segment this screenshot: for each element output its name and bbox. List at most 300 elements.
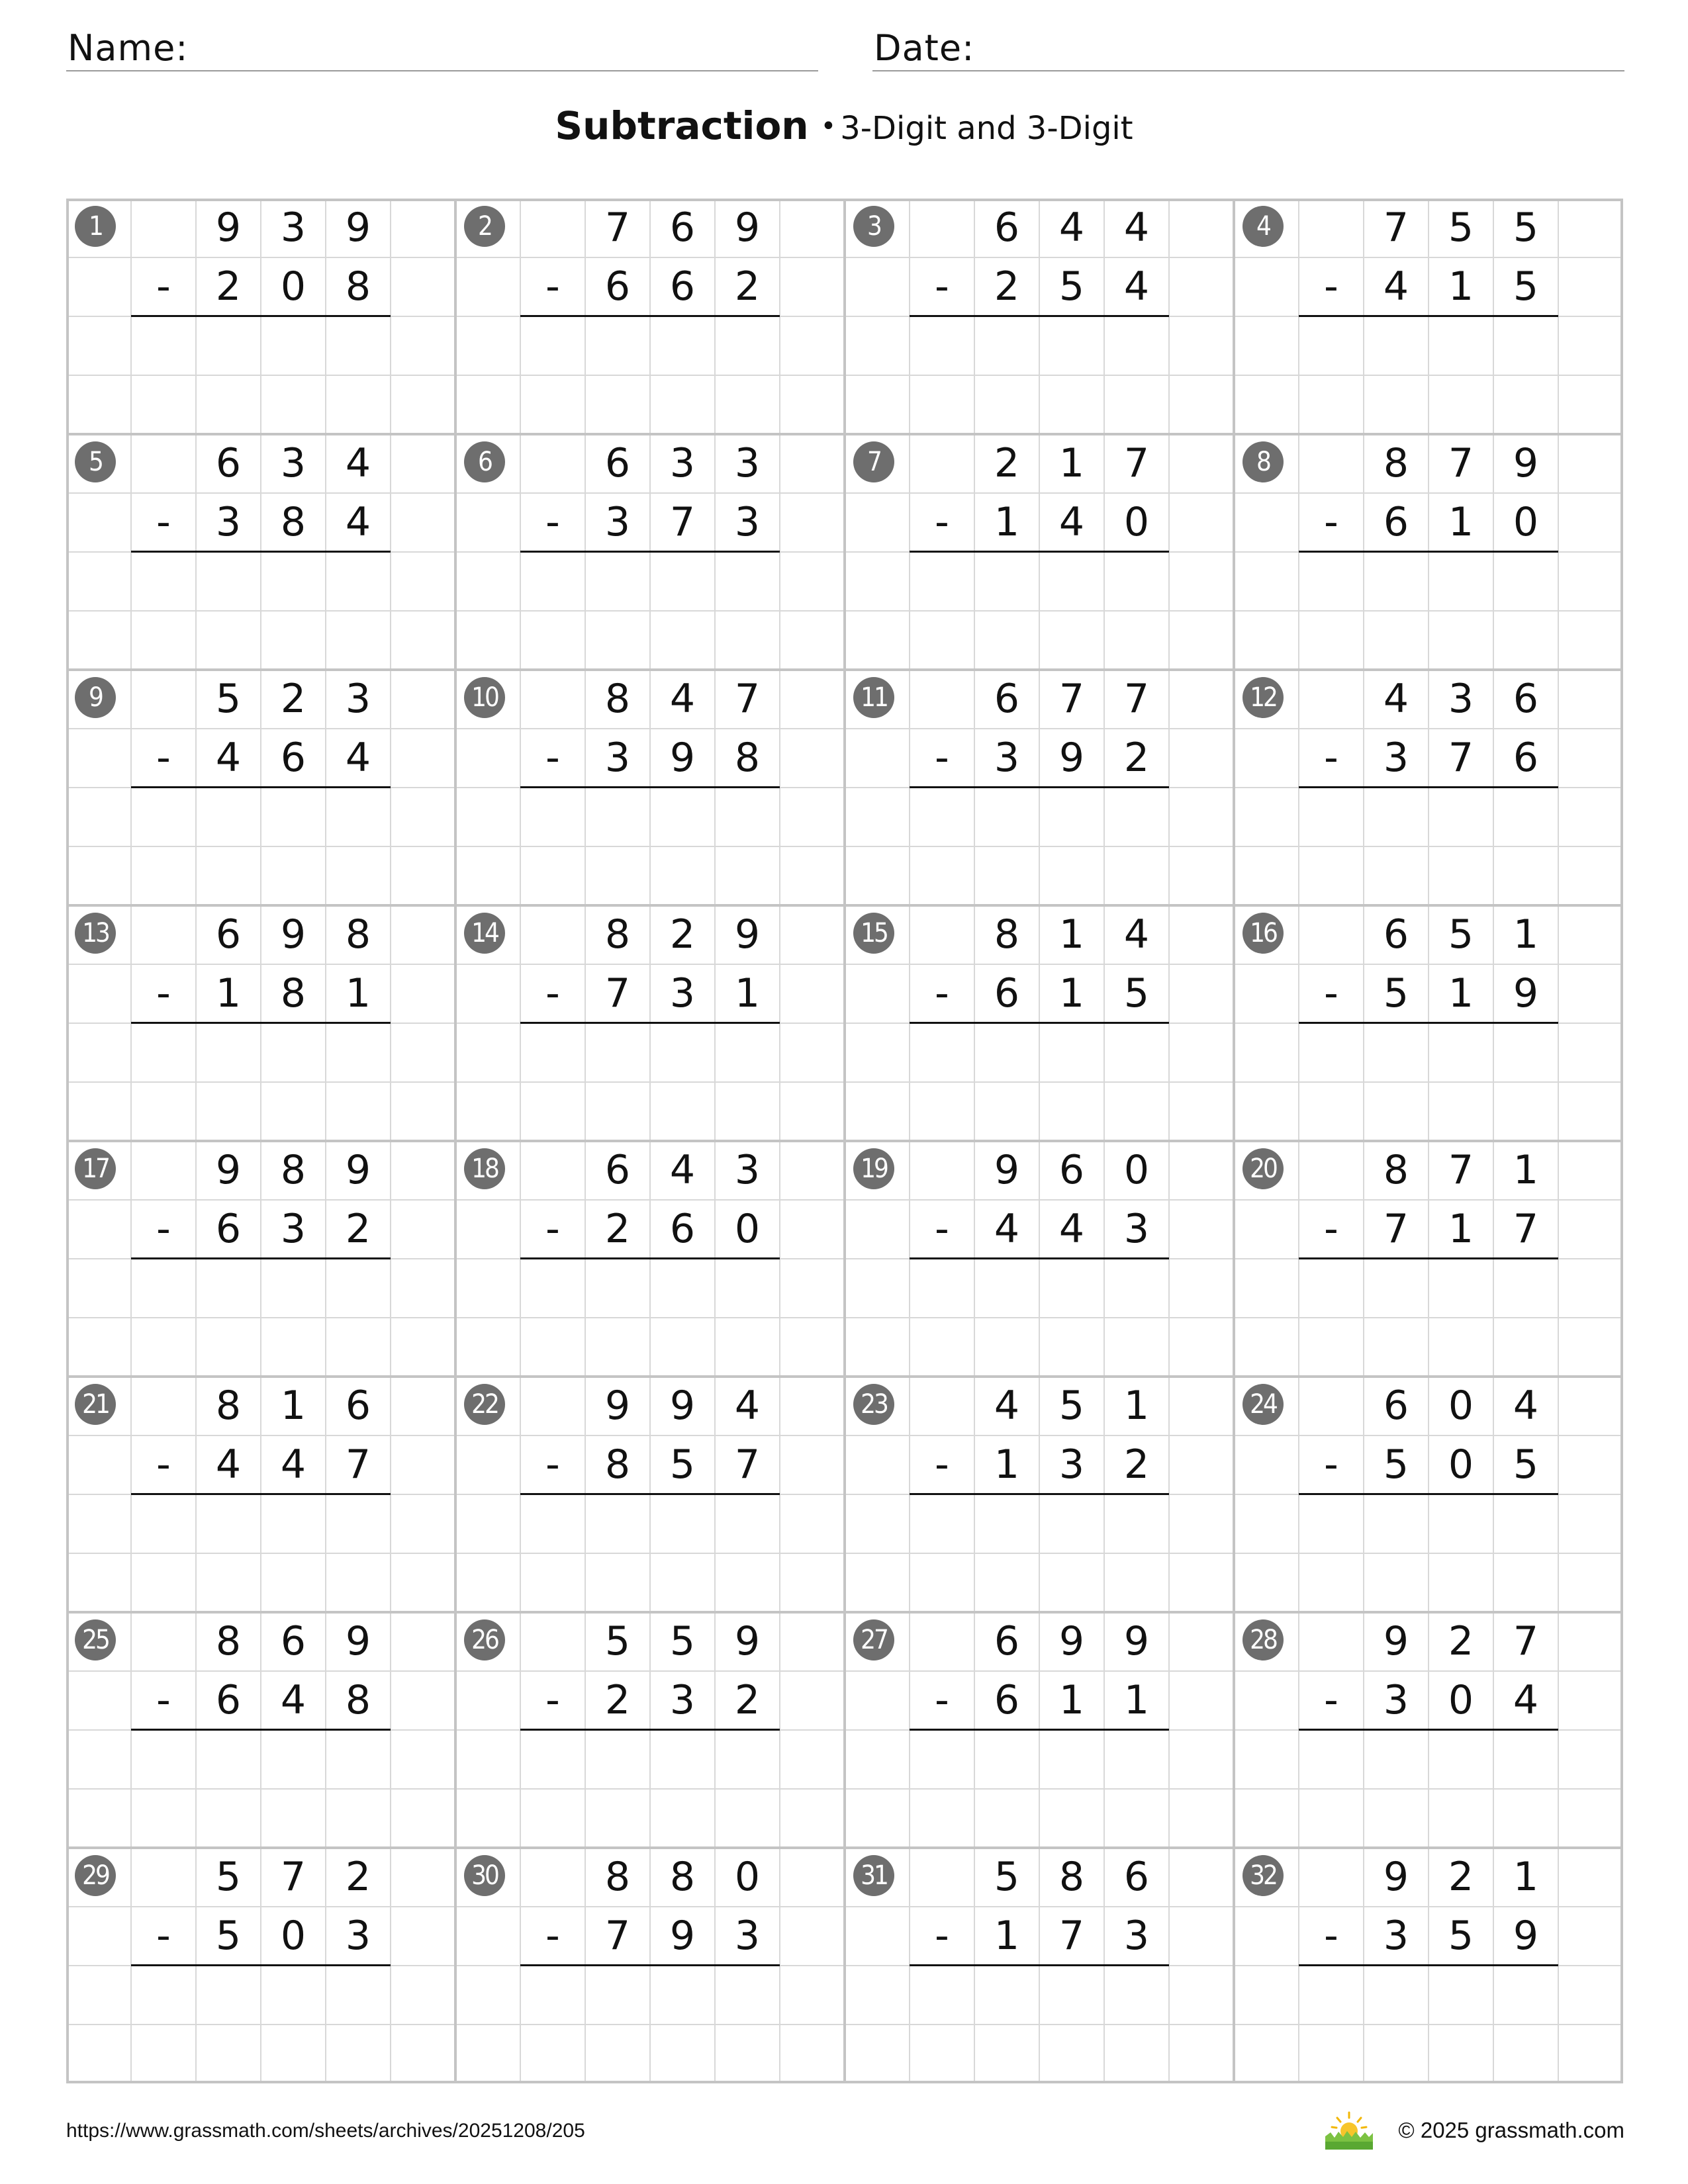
minus-sign: -	[1324, 1441, 1338, 1488]
answer-line	[1299, 1729, 1558, 1731]
problem-number-badge: 31	[853, 1855, 894, 1896]
subtrahend-digit: 0	[1448, 1677, 1474, 1723]
minus-sign: -	[935, 970, 949, 1017]
answer-line	[131, 551, 391, 553]
problem-number-badge: 20	[1243, 1148, 1284, 1189]
minuend-digit: 5	[215, 676, 242, 722]
minuend-digit: 2	[280, 676, 306, 722]
minuend-digit: 4	[1383, 676, 1409, 722]
problem-number-badge: 19	[853, 1148, 894, 1189]
problem	[845, 905, 1234, 1141]
minuend-digit: 3	[669, 440, 696, 486]
minuend-digit: 6	[994, 1618, 1020, 1664]
subtrahend-digit: 2	[604, 1206, 631, 1252]
subtrahend-digit: 2	[604, 1677, 631, 1723]
answer-line	[131, 1022, 391, 1024]
answer-line	[1299, 1493, 1558, 1495]
minuend-digit: 9	[734, 911, 761, 958]
answer-line	[131, 1729, 391, 1731]
subtrahend-digit: 4	[1058, 1206, 1085, 1252]
minuend-digit: 7	[604, 205, 631, 251]
problem-number-badge: 8	[1243, 441, 1284, 482]
minuend-digit: 9	[1058, 1618, 1085, 1664]
problem	[66, 1612, 455, 1848]
minus-sign: -	[545, 1441, 560, 1488]
subtrahend-digit: 6	[1513, 735, 1539, 781]
subtrahend-digit: 4	[1513, 1677, 1539, 1723]
subtrahend-digit: 1	[1058, 1677, 1085, 1723]
answer-line	[910, 1493, 1169, 1495]
minus-sign: -	[545, 1913, 560, 1959]
subtrahend-digit: 9	[1513, 1913, 1539, 1959]
minuend-digit: 9	[215, 1147, 242, 1193]
problem-number-badge: 12	[1243, 677, 1284, 718]
minuend-digit: 2	[669, 911, 696, 958]
problem	[845, 1377, 1234, 1612]
answer-line	[520, 1257, 780, 1259]
minus-sign: -	[935, 1441, 949, 1488]
subtrahend-digit: 7	[1383, 1206, 1409, 1252]
problem-number-badge: 25	[75, 1619, 116, 1661]
minuend-digit: 2	[994, 440, 1020, 486]
answer-line	[520, 1493, 780, 1495]
minuend-digit: 5	[1513, 205, 1539, 251]
subtrahend-digit: 7	[669, 499, 696, 545]
minuend-digit: 8	[1383, 1147, 1409, 1193]
problem	[455, 905, 845, 1141]
minus-sign: -	[545, 499, 560, 545]
subtrahend-digit: 3	[1123, 1206, 1150, 1252]
problem-number-badge: 24	[1243, 1384, 1284, 1425]
minuend-digit: 4	[669, 676, 696, 722]
minuend-digit: 8	[345, 911, 371, 958]
subtrahend-digit: 8	[345, 263, 371, 310]
minuend-digit: 9	[1383, 1618, 1409, 1664]
minuend-digit: 4	[345, 440, 371, 486]
minus-sign: -	[935, 499, 949, 545]
name-label: Name:	[68, 27, 189, 69]
worksheet-title	[0, 103, 1688, 148]
subtrahend-digit: 6	[669, 263, 696, 310]
minuend-digit: 1	[1058, 440, 1085, 486]
problem-number-badge: 28	[1243, 1619, 1284, 1661]
subtrahend-digit: 3	[345, 1913, 371, 1959]
subtrahend-digit: 3	[734, 1913, 761, 1959]
subtrahend-digit: 5	[669, 1441, 696, 1488]
problem	[1234, 1612, 1623, 1848]
problem-number-badge: 11	[853, 677, 894, 718]
minuend-digit: 4	[1058, 205, 1085, 251]
subtrahend-digit: 9	[669, 1913, 696, 1959]
subtrahend-digit: 5	[1513, 1441, 1539, 1488]
minuend-digit: 9	[669, 1383, 696, 1429]
minus-sign: -	[1324, 735, 1338, 781]
problem	[66, 905, 455, 1141]
answer-line	[131, 1257, 391, 1259]
subtrahend-digit: 6	[215, 1677, 242, 1723]
problem-number-badge: 32	[1243, 1855, 1284, 1896]
subtrahend-digit: 0	[1513, 499, 1539, 545]
answer-line	[1299, 1022, 1558, 1024]
minuend-digit: 8	[669, 1854, 696, 1900]
subtrahend-digit: 8	[345, 1677, 371, 1723]
problem-number-badge: 17	[75, 1148, 116, 1189]
subtrahend-digit: 6	[1383, 499, 1409, 545]
answer-line	[520, 1729, 780, 1731]
subtrahend-digit: 2	[345, 1206, 371, 1252]
minuend-digit: 0	[734, 1854, 761, 1900]
subtrahend-digit: 1	[1123, 1677, 1150, 1723]
problem	[1234, 434, 1623, 670]
subtrahend-digit: 7	[1513, 1206, 1539, 1252]
subtrahend-digit: 4	[994, 1206, 1020, 1252]
subtrahend-digit: 1	[994, 499, 1020, 545]
problem-number-badge: 6	[464, 441, 505, 482]
problem-number-badge: 30	[464, 1855, 505, 1896]
minuend-digit: 4	[734, 1383, 761, 1429]
subtrahend-digit: 5	[1123, 970, 1150, 1017]
minuend-digit: 5	[215, 1854, 242, 1900]
minus-sign: -	[156, 735, 171, 781]
minuend-digit: 9	[345, 1618, 371, 1664]
subtrahend-digit: 5	[1058, 263, 1085, 310]
subtrahend-digit: 1	[994, 1441, 1020, 1488]
problem	[66, 434, 455, 670]
title-main: Subtraction	[555, 103, 809, 148]
subtrahend-digit: 5	[1513, 263, 1539, 310]
subtrahend-digit: 3	[669, 970, 696, 1017]
subtrahend-digit: 4	[215, 1441, 242, 1488]
answer-line	[520, 1964, 780, 1966]
minuend-digit: 3	[280, 440, 306, 486]
minus-sign: -	[545, 970, 560, 1017]
problem	[845, 434, 1234, 670]
grass-sun-logo-icon	[1325, 2110, 1373, 2150]
minuend-digit: 4	[1513, 1383, 1539, 1429]
subtrahend-digit: 3	[734, 499, 761, 545]
subtrahend-digit: 8	[280, 499, 306, 545]
subtrahend-digit: 3	[1383, 735, 1409, 781]
minus-sign: -	[935, 1913, 949, 1959]
minuend-digit: 3	[734, 1147, 761, 1193]
subtrahend-digit: 6	[669, 1206, 696, 1252]
minuend-digit: 9	[994, 1147, 1020, 1193]
answer-line	[910, 1964, 1169, 1966]
minuend-digit: 6	[669, 205, 696, 251]
minuend-digit: 5	[1448, 205, 1474, 251]
minus-sign: -	[545, 1677, 560, 1723]
problem	[66, 670, 455, 905]
problem	[66, 1377, 455, 1612]
title-separator: •	[820, 111, 837, 142]
problem	[845, 1141, 1234, 1377]
minuend-digit: 2	[345, 1854, 371, 1900]
answer-line	[910, 786, 1169, 788]
minus-sign: -	[1324, 1206, 1338, 1252]
minuend-digit: 5	[604, 1618, 631, 1664]
subtrahend-digit: 4	[1058, 499, 1085, 545]
minuend-digit: 8	[1058, 1854, 1085, 1900]
subtrahend-digit: 4	[1123, 263, 1150, 310]
subtrahend-digit: 2	[1123, 735, 1150, 781]
minus-sign: -	[1324, 499, 1338, 545]
answer-line	[1299, 1257, 1558, 1259]
minuend-digit: 5	[994, 1854, 1020, 1900]
minuend-digit: 8	[280, 1147, 306, 1193]
problem	[66, 1141, 455, 1377]
subtrahend-digit: 4	[215, 735, 242, 781]
subtrahend-digit: 3	[604, 499, 631, 545]
subtrahend-digit: 4	[345, 735, 371, 781]
minuend-digit: 6	[1123, 1854, 1150, 1900]
minuend-digit: 0	[1448, 1383, 1474, 1429]
subtrahend-digit: 1	[1448, 970, 1474, 1017]
minuend-digit: 6	[994, 205, 1020, 251]
subtrahend-digit: 2	[734, 263, 761, 310]
subtrahend-digit: 3	[1123, 1913, 1150, 1959]
subtrahend-digit: 7	[604, 970, 631, 1017]
problem-number-badge: 16	[1243, 913, 1284, 954]
answer-line	[910, 1729, 1169, 1731]
minuend-digit: 5	[1058, 1383, 1085, 1429]
problem	[66, 199, 455, 434]
minuend-digit: 9	[734, 1618, 761, 1664]
problem	[845, 1848, 1234, 2083]
problem	[1234, 199, 1623, 434]
minuend-digit: 4	[669, 1147, 696, 1193]
subtrahend-digit: 4	[280, 1677, 306, 1723]
minuend-digit: 9	[734, 205, 761, 251]
subtrahend-digit: 6	[994, 1677, 1020, 1723]
minuend-digit: 0	[1123, 1147, 1150, 1193]
minuend-digit: 3	[280, 205, 306, 251]
subtrahend-digit: 5	[1383, 1441, 1409, 1488]
minuend-digit: 6	[1513, 676, 1539, 722]
minus-sign: -	[1324, 263, 1338, 310]
subtrahend-digit: 5	[1448, 1913, 1474, 1959]
subtrahend-digit: 7	[1058, 1913, 1085, 1959]
minuend-digit: 8	[1383, 440, 1409, 486]
answer-line	[1299, 551, 1558, 553]
minus-sign: -	[935, 735, 949, 781]
subtrahend-digit: 3	[669, 1677, 696, 1723]
subtrahend-digit: 3	[1058, 1441, 1085, 1488]
problem	[1234, 1848, 1623, 2083]
minuend-digit: 8	[604, 911, 631, 958]
problem	[1234, 1141, 1623, 1377]
minuend-digit: 4	[994, 1383, 1020, 1429]
minuend-digit: 1	[1123, 1383, 1150, 1429]
minuend-digit: 3	[345, 676, 371, 722]
minuend-digit: 9	[1123, 1618, 1150, 1664]
minuend-digit: 8	[215, 1383, 242, 1429]
subtrahend-digit: 8	[280, 970, 306, 1017]
problem	[845, 1612, 1234, 1848]
problem-number-badge: 9	[75, 677, 116, 718]
problem-number-badge: 23	[853, 1384, 894, 1425]
minus-sign: -	[935, 1677, 949, 1723]
subtrahend-digit: 3	[1383, 1677, 1409, 1723]
problem-number-badge: 18	[464, 1148, 505, 1189]
minuend-digit: 6	[604, 1147, 631, 1193]
minus-sign: -	[156, 1206, 171, 1252]
answer-line	[131, 1493, 391, 1495]
subtrahend-digit: 0	[1123, 499, 1150, 545]
minuend-digit: 1	[1513, 911, 1539, 958]
minuend-digit: 4	[1123, 911, 1150, 958]
minuend-digit: 9	[1383, 1854, 1409, 1900]
subtrahend-digit: 1	[1448, 1206, 1474, 1252]
date-field[interactable]	[872, 24, 1624, 71]
minus-sign: -	[156, 499, 171, 545]
answer-line	[910, 551, 1169, 553]
problem-number-badge: 14	[464, 913, 505, 954]
problem	[1234, 1377, 1623, 1612]
minus-sign: -	[1324, 1677, 1338, 1723]
subtrahend-digit: 1	[1448, 263, 1474, 310]
minuend-digit: 7	[1058, 676, 1085, 722]
answer-line	[520, 315, 780, 317]
problem-number-badge: 27	[853, 1619, 894, 1661]
minuend-digit: 9	[345, 205, 371, 251]
problem-number-badge: 13	[75, 913, 116, 954]
subtrahend-digit: 7	[345, 1441, 371, 1488]
minus-sign: -	[156, 263, 171, 310]
problem-number-badge: 15	[853, 913, 894, 954]
subtrahend-digit: 0	[734, 1206, 761, 1252]
subtrahend-digit: 9	[1058, 735, 1085, 781]
problem	[66, 1848, 455, 2083]
minuend-digit: 7	[734, 676, 761, 722]
minuend-digit: 7	[280, 1854, 306, 1900]
problem-number-badge: 1	[75, 206, 116, 247]
answer-line	[1299, 786, 1558, 788]
minuend-digit: 8	[604, 676, 631, 722]
minuend-digit: 3	[1448, 676, 1474, 722]
minus-sign: -	[545, 1206, 560, 1252]
problem	[845, 199, 1234, 434]
subtrahend-digit: 8	[604, 1441, 631, 1488]
minuend-digit: 7	[1123, 440, 1150, 486]
subtrahend-digit: 3	[1383, 1913, 1409, 1959]
minus-sign: -	[545, 263, 560, 310]
minuend-digit: 7	[1383, 205, 1409, 251]
minuend-digit: 6	[345, 1383, 371, 1429]
minuend-digit: 6	[215, 911, 242, 958]
answer-line	[910, 1022, 1169, 1024]
minuend-digit: 1	[1058, 911, 1085, 958]
footer-copyright: © 2025 grassmath.com	[1398, 2118, 1624, 2142]
subtrahend-digit: 3	[994, 735, 1020, 781]
problem-number-badge: 2	[464, 206, 505, 247]
subtrahend-digit: 1	[345, 970, 371, 1017]
minuend-digit: 5	[1448, 911, 1474, 958]
subtrahend-digit: 3	[280, 1206, 306, 1252]
problem-number-badge: 5	[75, 441, 116, 482]
name-field[interactable]	[66, 24, 818, 71]
minuend-digit: 7	[1513, 1618, 1539, 1664]
problem-number-badge: 3	[853, 206, 894, 247]
problem	[455, 1612, 845, 1848]
subtrahend-digit: 2	[1123, 1441, 1150, 1488]
answer-line	[1299, 1964, 1558, 1966]
minus-sign: -	[156, 1913, 171, 1959]
problem-number-badge: 10	[464, 677, 505, 718]
answer-line	[520, 1022, 780, 1024]
answer-line	[910, 1257, 1169, 1259]
minuend-digit: 2	[1448, 1854, 1474, 1900]
problem	[455, 199, 845, 434]
problem	[1234, 670, 1623, 905]
minuend-digit: 6	[994, 676, 1020, 722]
minuend-digit: 6	[215, 440, 242, 486]
subtrahend-digit: 1	[1058, 970, 1085, 1017]
minus-sign: -	[156, 1677, 171, 1723]
problem	[845, 670, 1234, 905]
subtrahend-digit: 6	[215, 1206, 242, 1252]
minus-sign: -	[156, 1441, 171, 1488]
subtrahend-digit: 1	[1448, 499, 1474, 545]
subtrahend-digit: 2	[734, 1677, 761, 1723]
minuend-digit: 3	[734, 440, 761, 486]
problem-number-badge: 22	[464, 1384, 505, 1425]
subtrahend-digit: 0	[280, 263, 306, 310]
minuend-digit: 7	[1123, 676, 1150, 722]
answer-line	[131, 315, 391, 317]
subtrahend-digit: 1	[994, 1913, 1020, 1959]
minuend-digit: 7	[1448, 1147, 1474, 1193]
minuend-digit: 6	[1383, 911, 1409, 958]
minuend-digit: 8	[604, 1854, 631, 1900]
subtrahend-digit: 7	[604, 1913, 631, 1959]
title-subtitle: 3-Digit and 3-Digit	[840, 110, 1133, 147]
minus-sign: -	[935, 1206, 949, 1252]
minuend-digit: 6	[604, 440, 631, 486]
minus-sign: -	[156, 970, 171, 1017]
minuend-digit: 1	[1513, 1147, 1539, 1193]
subtrahend-digit: 0	[280, 1913, 306, 1959]
problem-grid	[66, 199, 1623, 2083]
answer-line	[520, 551, 780, 553]
answer-line	[1299, 315, 1558, 317]
subtrahend-digit: 9	[669, 735, 696, 781]
minuend-digit: 4	[1123, 205, 1150, 251]
problem	[455, 434, 845, 670]
minuend-digit: 9	[1513, 440, 1539, 486]
minuend-digit: 9	[604, 1383, 631, 1429]
subtrahend-digit: 2	[994, 263, 1020, 310]
problem-number-badge: 4	[1243, 206, 1284, 247]
problem	[455, 670, 845, 905]
subtrahend-digit: 6	[604, 263, 631, 310]
date-label: Date:	[874, 27, 975, 69]
subtrahend-digit: 7	[734, 1441, 761, 1488]
subtrahend-digit: 4	[345, 499, 371, 545]
subtrahend-digit: 2	[215, 263, 242, 310]
answer-line	[131, 786, 391, 788]
minus-sign: -	[545, 735, 560, 781]
subtrahend-digit: 4	[280, 1441, 306, 1488]
subtrahend-digit: 5	[1383, 970, 1409, 1017]
problem	[455, 1377, 845, 1612]
subtrahend-digit: 4	[1383, 263, 1409, 310]
answer-line	[910, 315, 1169, 317]
subtrahend-digit: 9	[1513, 970, 1539, 1017]
minuend-digit: 5	[669, 1618, 696, 1664]
subtrahend-digit: 3	[604, 735, 631, 781]
minuend-digit: 8	[994, 911, 1020, 958]
subtrahend-digit: 1	[215, 970, 242, 1017]
